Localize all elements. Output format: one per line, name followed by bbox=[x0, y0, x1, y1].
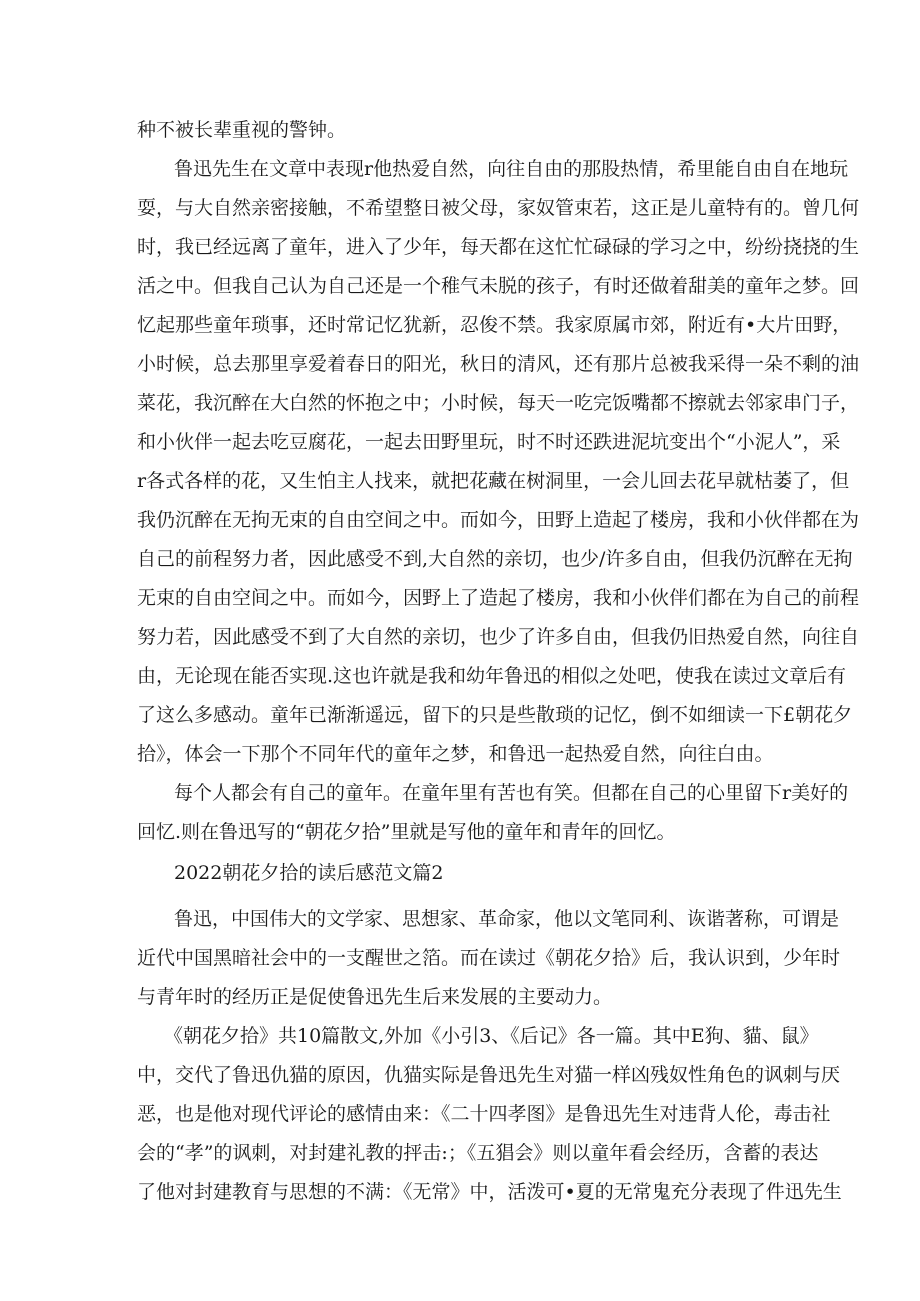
paragraph-start-line: 鲁迅，中国伟大的文学家、思想家、革命家，他以文笔同利、诙谐著称，可谓是 bbox=[174, 908, 840, 930]
text-line: 努力若，因此感受不到了大自然的亲切，也少了许多自由，但我仍旧热爱自然，向往自 bbox=[137, 626, 860, 648]
section-heading: 2022朝花夕拾的读后感范文篇2 bbox=[174, 862, 444, 884]
text-line: 我仍沉醉在无拘无束的自由空间之中。而如今，田野上造起了楼房，我和小伙伴都在为 bbox=[137, 509, 860, 531]
text-line: 耍，与大自然亲密接触，不希望整日被父母，家奴管束若，这正是儿童特有的。曾几何 bbox=[137, 197, 860, 219]
text-line: 了他对封建教育与思想的不满：《无常》中，活泼可•夏的无常鬼充分表现了件迅先生 bbox=[137, 1181, 842, 1203]
paragraph-start-line: 《朝花夕拾》共10篇散文,外加《小引3、《后记》各一篇。其中E狗、貓、鼠》 bbox=[164, 1025, 819, 1047]
text-line: 近代中国黑暗社会中的一支醒世之箔。而在读过《朝花夕拾》后，我认识到，少年时 bbox=[137, 947, 841, 969]
text-line: 自己的前程努力者，因此感受不到,大自然的亲切，也少/许多自由，但我仍沉醉在无拘 bbox=[137, 548, 853, 570]
text-line: 与青年时的经历正是促使鲁迅先生后来发展的主要动力。 bbox=[137, 986, 613, 1008]
text-line: r各式各样的花，又生怕主人找来，就把花藏在树洞里，一会儿回去花早就枯萎了，但 bbox=[137, 470, 850, 492]
text-line: 中，交代了鲁迅仇猫的原因，仇猫实际是鲁迅先生对猫一样凶残奴性角色的讽刺与厌 bbox=[137, 1064, 841, 1086]
text-line: 小时候，总去那里享爱着春日的阳光，秋日的清风，还有那片总被我采得一朵不剩的油 bbox=[137, 353, 860, 375]
text-line: 了这么多感动。童年已渐渐遥远，留下的只是些散琐的记忆，倒不如细读一下£朝花夕 bbox=[137, 704, 853, 726]
text-line: 回忆.则在鲁迅写的“朝花夕拾”里就是写他的童年和青年的回忆。 bbox=[137, 821, 676, 843]
text-line: 无束的自由空间之中。而如今，因野上了造起了楼房，我和小伙伴们都在为自己的前程 bbox=[137, 587, 860, 609]
text-line: 会的“孝”的讽刺，对封建礼教的抨击:；《五猖会》则以童年看会经历，含蓄的表达 bbox=[137, 1142, 819, 1164]
text-line: 和小伙伴一起去吃豆腐花，一起去田野里玩，时不时还跌进泥坑变出个“小泥人”，采 bbox=[137, 431, 841, 453]
text-line: 由，无论现在能否实现.这也许就是我和幼年鲁迅的相似之处吧，使我在读过文章后有 bbox=[137, 665, 847, 687]
text-line: 菜花，我沉醉在大白然的怀抱之中；小时候，每天一吃完饭嘴都不擦就去邻家串门子， bbox=[137, 392, 860, 414]
text-line: 活之中。但我自己认为自己还是一个稚气未脱的孩子，有时还做着甜美的童年之梦。回 bbox=[137, 275, 860, 297]
text-line: 时，我已经远离了童年，进入了少年，每天都在这忙忙碌碌的学习之中，纷纷挠挠的生 bbox=[137, 236, 860, 258]
paragraph-start-line: 每个人都会有自己的童年。在童年里有苦也有笑。但都在自己的心里留下r美好的 bbox=[174, 782, 849, 804]
text-line: 种不被长辈重视的警钟。 bbox=[137, 119, 347, 141]
paragraph-start-line: 鲁迅先生在文章中表现r他热爱自然，向往自由的那股热情，希里能自由自在地玩 bbox=[174, 158, 849, 180]
text-line: 拾》，体会一下那个不同年代的童年之梦，和鲁迅一起热爱自然，向往白由。 bbox=[137, 743, 774, 765]
text-line: 忆起那些童年琐事，还时常记忆犹新，忍俊不禁。我家原属市郊，附近有•大片田野， bbox=[137, 314, 852, 336]
text-line: 恶，也是他对现代评论的感情由来：《二十四孝图》是鲁迅先生对违背人伦，毒击社 bbox=[137, 1103, 831, 1125]
